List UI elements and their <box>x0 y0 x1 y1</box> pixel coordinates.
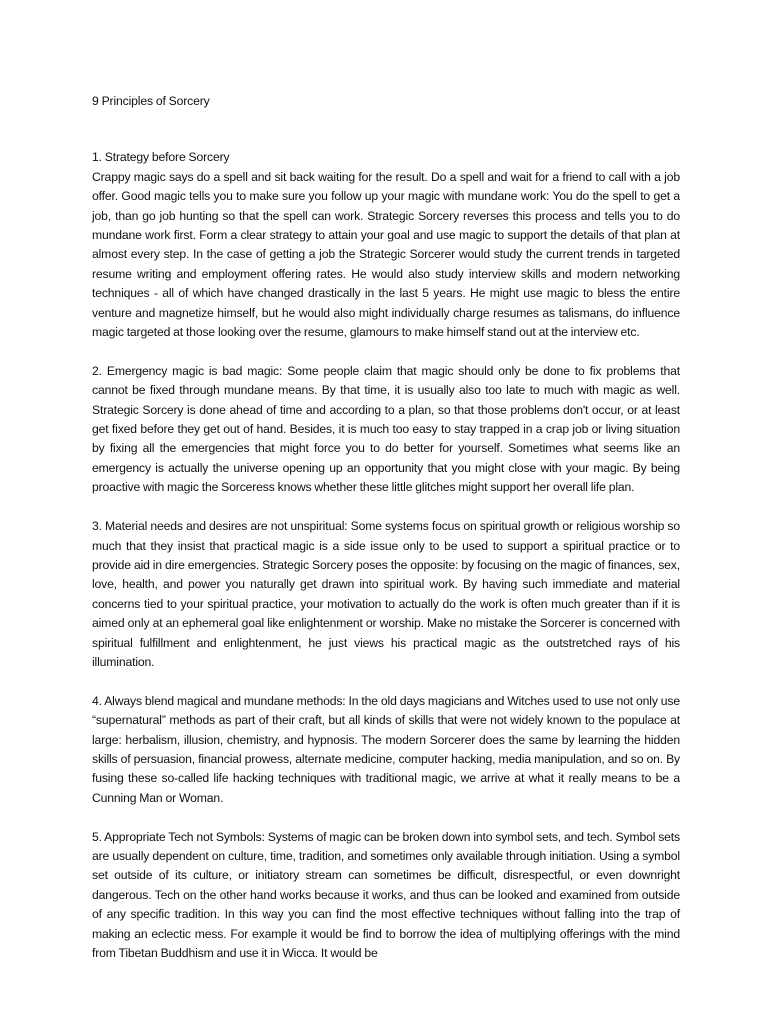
section-body: 3. Material needs and desires are not unspiritual: Some systems focus on spiritual growth or religious worship so much that they insist that practical magic is a side issue only to be used to support a spiritual practice or to provide aid in dire emergencies. Strategic Sorcery poses the opposite: by focusing on the magic of finances, sex, love, health, and power you naturally get drawn into spiritual work. By having such immediate and material concerns tied to your spiritual practice, your motivation to actually do the work is often much greater than if it is aimed only at an ephemeral goal like enlightenment or worship. Make no mistake the Sorcerer is concerned with spiritual fulfillment and enlightenment, he just views his practical magic as the outstretched rays of his illumination. <box>92 519 680 669</box>
section-4 <box>92 692 680 808</box>
section-1 <box>92 148 680 342</box>
section-body: 2. Emergency magic is bad magic: Some people claim that magic should only be done to fix problems that cannot be fixed through mundane means. By that time, it is usually also too late to much with magic as well. Strategic Sorcery is done ahead of time and according to a plan, so that those problems don't occur, or at least get fixed before they get out of hand. Besides, it is much too easy to stay trapped in a crap job or living situation by fixing all the emergencies that might force you to do better for yourself. Sometimes what seems like an emergency is actually the universe opening up an opportunity that you might close with your magic. By being proactive with magic the Sorceress knows whether these little glitches might support her overall life plan. <box>92 363 680 495</box>
section-heading: 1. Strategy before Sorcery <box>92 150 230 165</box>
section-3 <box>92 517 680 672</box>
section-body: 4. Always blend magical and mundane methods: In the old days magicians and Witches used to use not only use “supernatural” methods as part of their craft, but all kinds of skills that were not widely known to the populace at large: herbalism, illusion, chemistry, and hypnosis. The modern Sorcerer does the same by learning the hidden skills of persuasion, financial prowess, alternate medicine, computer hacking, media manipulation, and so on. By fusing these so-called life hacking techniques with traditional magic, we arrive at what it really means to be a Cunning Man or Woman. <box>92 693 680 805</box>
document-title: 9 Principles of Sorcery <box>92 94 210 108</box>
section-body: 5. Appropriate Tech not Symbols: Systems of magic can be broken down into symbol sets, and tech. Symbol sets are usually dependent on culture, time, tradition, and sometimes only available through initiation. Using a symbol set outside of its culture, or initiatory stream can sometimes be difficult, disrespectful, or even downright dangerous. Tech on the other hand works because it works, and thus can be looked and examined from outside of any specific tradition. In this way you can find the most effective techniques without falling into the trap of making an eclectic mess. For example it would be find to borrow the idea of multiplying offerings with the mind from Tibetan Buddhism and use it in Wicca. It would be <box>92 829 680 960</box>
section-5 <box>92 828 680 964</box>
section-body: Crappy magic says do a spell and sit back waiting for the result. Do a spell and wait for a friend to call with a job offer. Good magic tells you to make sure you follow up your magic with mundane work: You do the spell to get a job, than go job hunting so that the spell can work. Strategic Sorcery reverses this process and tells you to do mundane work first. Form a clear strategy to attain your goal and use magic to support the details of that plan at almost every step. In the case of getting a job the Strategic Sorcerer would study the current trends in targeted resume writing and employment offering rates. He would also study interview skills and modern networking techniques - all of which have changed drastically in the last 5 years. He might use magic to bless the entire venture and magnetize himself, but he would also might individually charge resumes as talismans, do influence magic targeted at those looking over the resume, glamours to make himself stand out at the interview etc. <box>92 169 680 340</box>
section-2 <box>92 362 680 498</box>
